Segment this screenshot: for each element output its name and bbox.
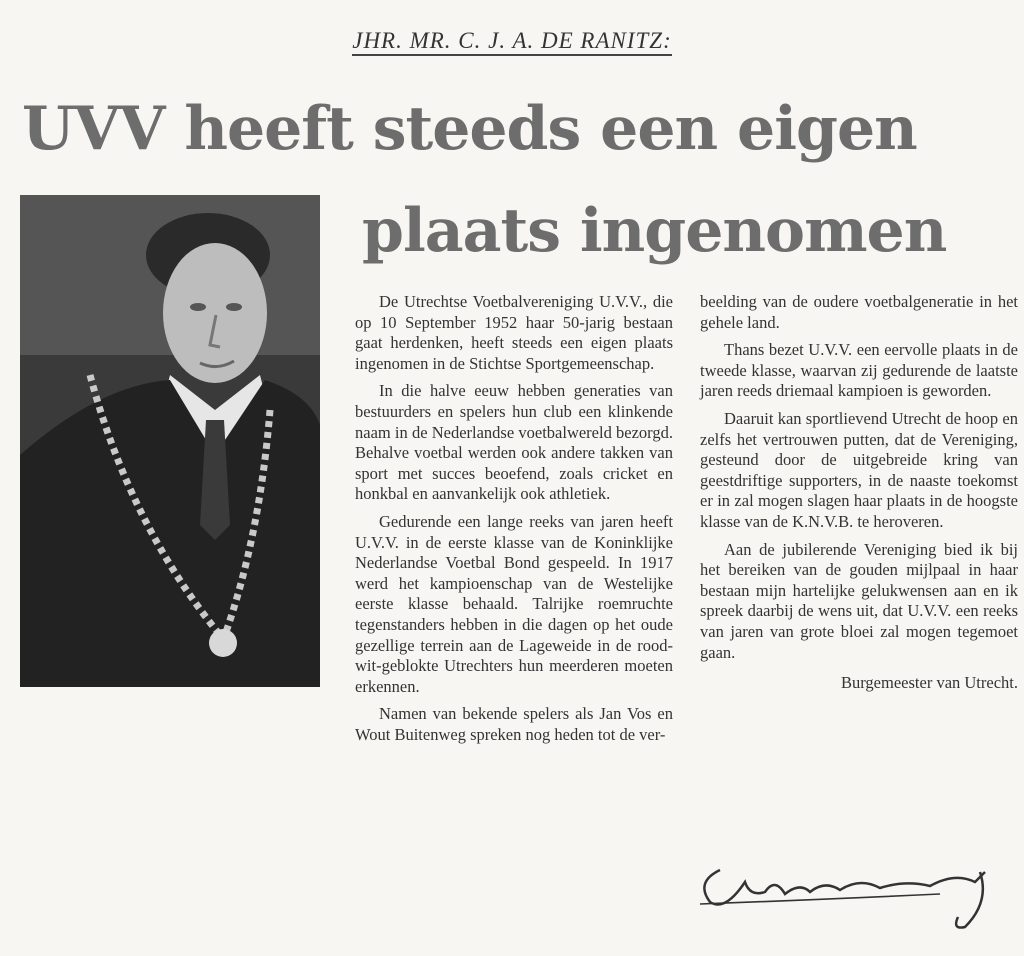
article-kicker — [0, 28, 1024, 54]
portrait-photo — [20, 195, 320, 687]
handwritten-signature — [690, 842, 1010, 932]
kicker-text: JHR. MR. C. J. A. DE RANITZ: — [352, 28, 672, 56]
paragraph: Gedurende een lange reeks van jaren heeft U.V.V. in de eerste klasse van de Koninklijke Nederlandse Voetbal Bond gespeeld. In 1917 werd het kampioenschap van de Westelijke eerste klasse behaald. Talrijke roemruchte tegenstanders hebben in die dagen op het oude gezellige terrein aan de Lageweide in de rood-wit-geblokte Utrechters hun meerderen moeten erkennen. — [355, 511, 673, 696]
paragraph: In die halve eeuw hebben generaties van bestuurders en spelers hun club een klinkende naam in de Nederlandse voetbalwereld bezorgd. Behalve voetbal werden ook andere takken van sport met succes beoefend, zoals cricket en honkbal en aanvankelijk ook athletiek. — [355, 381, 673, 504]
signoff: Burgemeester van Utrecht. — [840, 673, 1018, 693]
text-column-1 — [355, 292, 673, 752]
text-column-2 — [700, 292, 1018, 694]
headline-line-1: UVV heeft steeds een eigen — [22, 94, 917, 164]
headline-line-2: plaats ingenomen — [362, 196, 947, 266]
paragraph: Thans bezet U.V.V. een eervolle plaats in de tweede klasse, waarvan zij gedurende de laatste jaren reeds driemaal kampioen is geworden. — [700, 340, 1018, 401]
paragraph: Aan de jubilerende Vereniging bied ik bij het bereiken van de gouden mijlpaal in haar bestaan mijn hartelijke gelukwensen aan en ik spreek daarbij de wens uit, dat U.V.V. een reeks van jaren van grote bloei zal mogen tegemoet gaan. — [700, 539, 1018, 662]
paragraph: Daaruit kan sportlievend Utrecht de hoop en zelfs het vertrouwen putten, dat de Vereniging, gesteund door de uitgebreide kring van geestdriftige supporters, in de naaste toekomst er in zal mogen slagen haar plaats in de hoogste klasse van de K.N.V.B. te heroveren. — [700, 408, 1018, 531]
paragraph: Namen van bekende spelers als Jan Vos en Wout Buitenweg spreken nog heden tot de ver- — [355, 704, 673, 744]
paragraph: beelding van de oudere voetbalgeneratie in het gehele land. — [700, 292, 1018, 332]
paragraph: De Utrechtse Voetbalvereniging U.V.V., die op 10 September 1952 haar 50-jarig bestaan gaat herdenken, heeft steeds een eigen plaats ingenomen in de Stichtse Sportgemeenschap. — [355, 292, 673, 373]
